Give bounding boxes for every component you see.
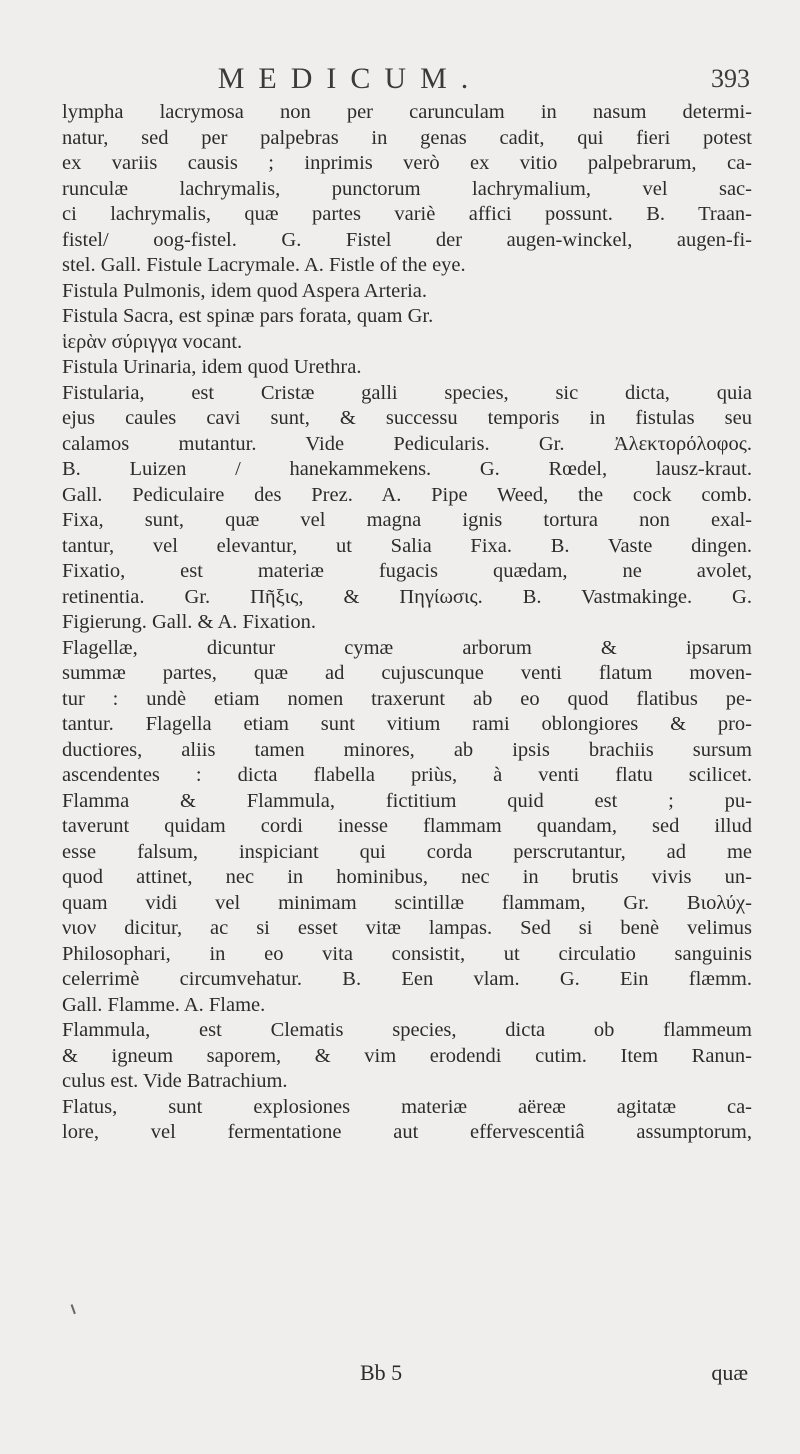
text-line: lore, vel fermentatione aut effervescentiâ assumptorum, (62, 1121, 752, 1143)
page-number: 393 (711, 64, 750, 93)
text-line: ex variis causis ; inprimis verò ex vitio palpebrarum, ca- (62, 152, 752, 174)
text-line: νιον dicitur, ac si esset vitæ lampas. Sed si benè velimus (62, 917, 752, 939)
text-line: Fixatio, est materiæ fugacis quædam, ne avolet, (62, 560, 752, 582)
text-line: calamos mutantur. Vide Pedicularis. Gr. Ἀλεκτορόλοφος. (62, 432, 752, 455)
catchword: quæ (711, 1360, 748, 1385)
text-line: Fistula Pulmonis, idem quod Aspera Arteria. (62, 279, 427, 302)
text-line: Fistula Sacra, est spinæ pars forata, quam Gr. (62, 305, 434, 327)
page-header (0, 62, 800, 102)
text-line: ductiores, aliis tamen minores, ab ipsis brachiis sursum (62, 738, 752, 761)
text-line: runculæ lachrymalis, punctorum lachrymalium, vel sac- (62, 177, 752, 200)
text-line: B. Luizen / hanekammekens. G. Rœdel, lausz-kraut. (62, 458, 752, 480)
text-line: ejus caules cavi sunt, & successu temporis in fistulas seu (62, 407, 752, 429)
text-line: quod attinet, nec in hominibus, nec in brutis vivis un- (62, 866, 752, 888)
text-line: & igneum saporem, & vim erodendi cutim. Item Ranun- (62, 1044, 752, 1067)
text-line: Figierung. Gall. & A. Fixation. (62, 611, 316, 633)
text-line: celerrimè circumvehatur. B. Een vlam. G. Ein flæmm. (62, 968, 752, 990)
text-line: Flammula, est Clematis species, dicta ob flammeum (62, 1019, 752, 1041)
page-footer (0, 1360, 800, 1390)
text-line: ci lachrymalis, quæ partes variè affici possunt. B. Traan- (62, 203, 752, 225)
text-line: Flamma & Flammula, fictitium quid est ; pu- (62, 789, 752, 812)
text-line: lympha lacrymosa non per carunculam in nasum determi- (62, 101, 752, 123)
text-line: Fistula Urinaria, idem quod Urethra. (62, 356, 362, 378)
dictionary-text-column (62, 100, 752, 1146)
text-line: tur : undè etiam nomen traxerunt ab eo quod flatibus pe- (62, 687, 752, 710)
text-line: Fixa, sunt, quæ vel magna ignis tortura non exal- (62, 509, 752, 531)
text-line: retinentia. Gr. Πῆξις, & Πηγίωσις. B. Vastmakinge. G. (62, 585, 752, 608)
text-line: Gall. Pediculaire des Prez. A. Pipe Weed, the cock comb. (62, 483, 752, 506)
text-line: ascendentes : dicta flabella priùs, à venti flatu scilicet. (62, 764, 752, 786)
text-line: ἱερὰν σύριγγα vocant. (62, 330, 243, 353)
running-title: MEDICUM. (217, 62, 483, 95)
signature-mark: Bb 5 (360, 1360, 403, 1385)
text-line: Flagellæ, dicuntur cymæ arborum & ipsarum (62, 636, 752, 659)
text-line: esse falsum, inspiciant qui corda perscrutantur, ad me (62, 840, 752, 863)
text-line: summæ partes, quæ ad cujuscunque venti flatum moven- (62, 662, 752, 684)
text-line: Philosophari, in eo vita consistit, ut circulatio sanguinis (62, 942, 752, 965)
text-line: quam vidi vel minimam scintillæ flammam, Gr. Βιολύχ- (62, 891, 752, 914)
text-line: tantur. Flagella etiam sunt vitium rami oblongiores & pro- (62, 713, 752, 735)
text-line: tantur, vel elevantur, ut Salia Fixa. B. Vaste dingen. (62, 534, 752, 557)
text-line: Gall. Flamme. A. Flame. (62, 993, 266, 1016)
text-line: stel. Gall. Fistule Lacrymale. A. Fistle of the eye. (62, 254, 466, 276)
text-line: Fistularia, est Cristæ galli species, sic dicta, quia (62, 381, 752, 404)
text-line: taverunt quidam cordi inesse flammam quandam, sed illud (62, 815, 752, 837)
text-line: Flatus, sunt explosiones materiæ aëreæ agitatæ ca- (62, 1095, 752, 1118)
text-line: natur, sed per palpebras in genas cadit, qui fieri potest (62, 126, 752, 149)
text-line: culus est. Vide Batrachium. (62, 1070, 288, 1092)
margin-mark (71, 1302, 83, 1314)
text-line: fistel/ oog-fistel. G. Fistel der augen-winckel, augen-fi- (62, 228, 752, 251)
